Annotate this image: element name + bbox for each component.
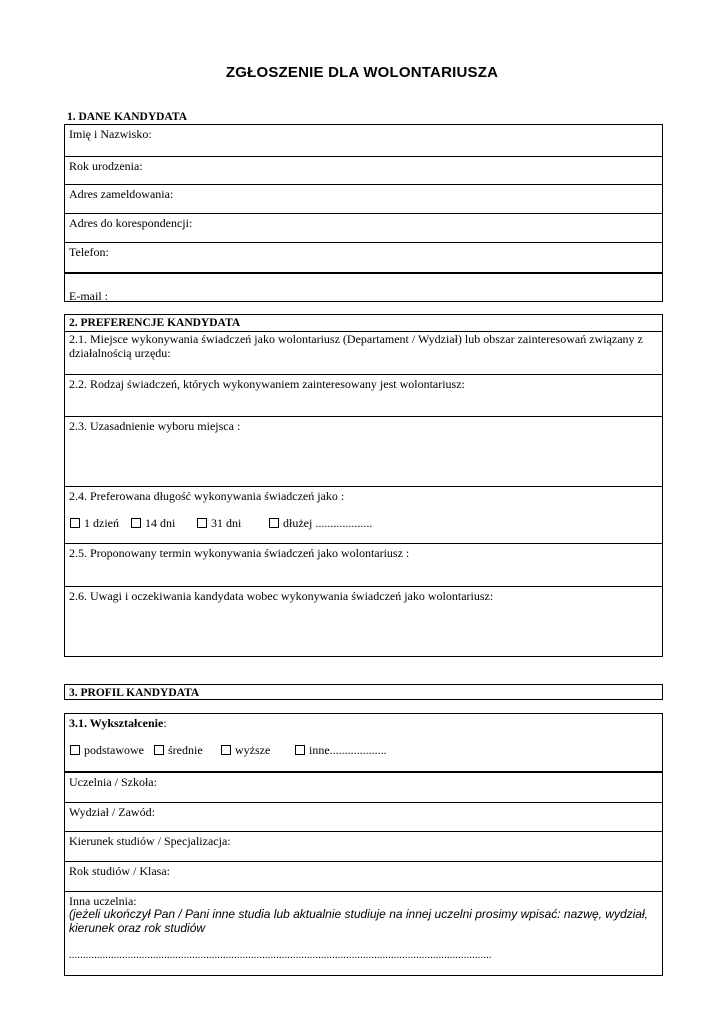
service-type-label: 2.2. Rodzaj świadczeń, których wykonywaniem zainteresowany jest wolontariusz: xyxy=(69,377,465,391)
other-university-note: (jeżeli ukończył Pan / Pani inne studia lub aktualnie studiuje na innej uczelni prosimy wpisać: nazwę, wydział, kierunek oraz rok studiów xyxy=(69,907,648,935)
education-option-other[interactable]: inne................... xyxy=(295,743,387,758)
phone-row[interactable] xyxy=(65,242,662,273)
service-type-row[interactable] xyxy=(65,374,662,417)
education-option-secondary[interactable]: średnie xyxy=(154,743,203,758)
checkbox-icon[interactable] xyxy=(269,518,279,528)
remarks-label: 2.6. Uwagi i oczekiwania kandydata wobec wykonywania świadczeń jako wolontariusz: xyxy=(69,589,494,603)
duration-option-1-day[interactable]: 1 dzień xyxy=(70,516,119,531)
checkbox-icon[interactable] xyxy=(131,518,141,528)
checkbox-icon[interactable] xyxy=(221,745,231,755)
section-1-heading: 1. DANE KANDYDATA xyxy=(67,111,188,123)
education-label: 3.1. Wykształcenie: xyxy=(69,716,167,730)
email-row[interactable] xyxy=(65,272,662,304)
checkbox-icon[interactable] xyxy=(197,518,207,528)
duration-label: 2.4. Preferowana długość wykonywania świadczeń jako : xyxy=(69,489,345,503)
justification-row[interactable] xyxy=(65,416,662,487)
school-label: Uczelnia / Szkoła: xyxy=(69,775,157,789)
school-row[interactable] xyxy=(65,771,662,804)
name-label: Imię i Nazwisko: xyxy=(69,127,152,141)
section-2-heading-row xyxy=(65,315,662,331)
birth-year-row[interactable] xyxy=(65,156,662,185)
education-option-primary[interactable]: podstawowe xyxy=(70,743,144,758)
checkbox-icon[interactable] xyxy=(70,518,80,528)
study-year-row[interactable] xyxy=(65,861,662,892)
faculty-label: Wydział / Zawód: xyxy=(69,805,155,819)
birth-year-label: Rok urodzenia: xyxy=(69,159,143,173)
education-row[interactable] xyxy=(65,714,662,771)
correspondence-address-row[interactable] xyxy=(65,213,662,243)
page-title: ZGŁOSZENIE DLA WOLONTARIUSZA xyxy=(225,64,499,81)
major-row[interactable] xyxy=(65,831,662,862)
phone-label: Telefon: xyxy=(69,245,109,259)
workplace-row[interactable] xyxy=(65,331,662,375)
workplace-label: 2.1. Miejsce wykonywania świadczeń jako wolontariusz (Departament / Wydział) lub obszar zainteresowań związany z działalnością urzędu: xyxy=(69,332,643,360)
other-university-row[interactable] xyxy=(65,891,662,977)
section-2-table xyxy=(64,314,663,657)
proposed-term-row[interactable] xyxy=(65,543,662,587)
other-university-label: Inna uczelnia: xyxy=(69,894,137,908)
correspondence-address-label: Adres do korespondencji: xyxy=(69,216,193,230)
duration-row[interactable] xyxy=(65,486,662,544)
study-year-label: Rok studiów / Klasa: xyxy=(69,864,170,878)
registered-address-label: Adres zameldowania: xyxy=(69,187,174,201)
proposed-term-label: 2.5. Proponowany termin wykonywania świadczeń jako wolontariusz : xyxy=(69,546,410,560)
duration-option-31-days[interactable]: 31 dni xyxy=(197,516,241,531)
justification-label: 2.3. Uzasadnienie wyboru miejsca : xyxy=(69,419,241,433)
section-2-heading: 2. PREFERENCJE KANDYDATA xyxy=(69,317,241,329)
section-1-table xyxy=(64,124,663,302)
registered-address-row[interactable] xyxy=(65,184,662,214)
major-label: Kierunek studiów / Specjalizacja: xyxy=(69,834,231,848)
remarks-row[interactable] xyxy=(65,586,662,657)
section-3-heading: 3. PROFIL KANDYDATA xyxy=(69,687,200,699)
email-label: E-mail : xyxy=(69,289,108,303)
checkbox-icon[interactable] xyxy=(295,745,305,755)
section-3-heading-box xyxy=(64,684,663,700)
checkbox-icon[interactable] xyxy=(154,745,164,755)
duration-option-longer[interactable]: dłużej ................... xyxy=(269,516,372,531)
duration-option-14-days[interactable]: 14 dni xyxy=(131,516,175,531)
education-option-higher[interactable]: wyższe xyxy=(221,743,270,758)
section-3-table xyxy=(64,713,663,976)
faculty-row[interactable] xyxy=(65,802,662,832)
dotted-line: ....................................................................................................................................................... xyxy=(69,950,492,961)
name-row[interactable] xyxy=(65,125,662,156)
checkbox-icon[interactable] xyxy=(70,745,80,755)
